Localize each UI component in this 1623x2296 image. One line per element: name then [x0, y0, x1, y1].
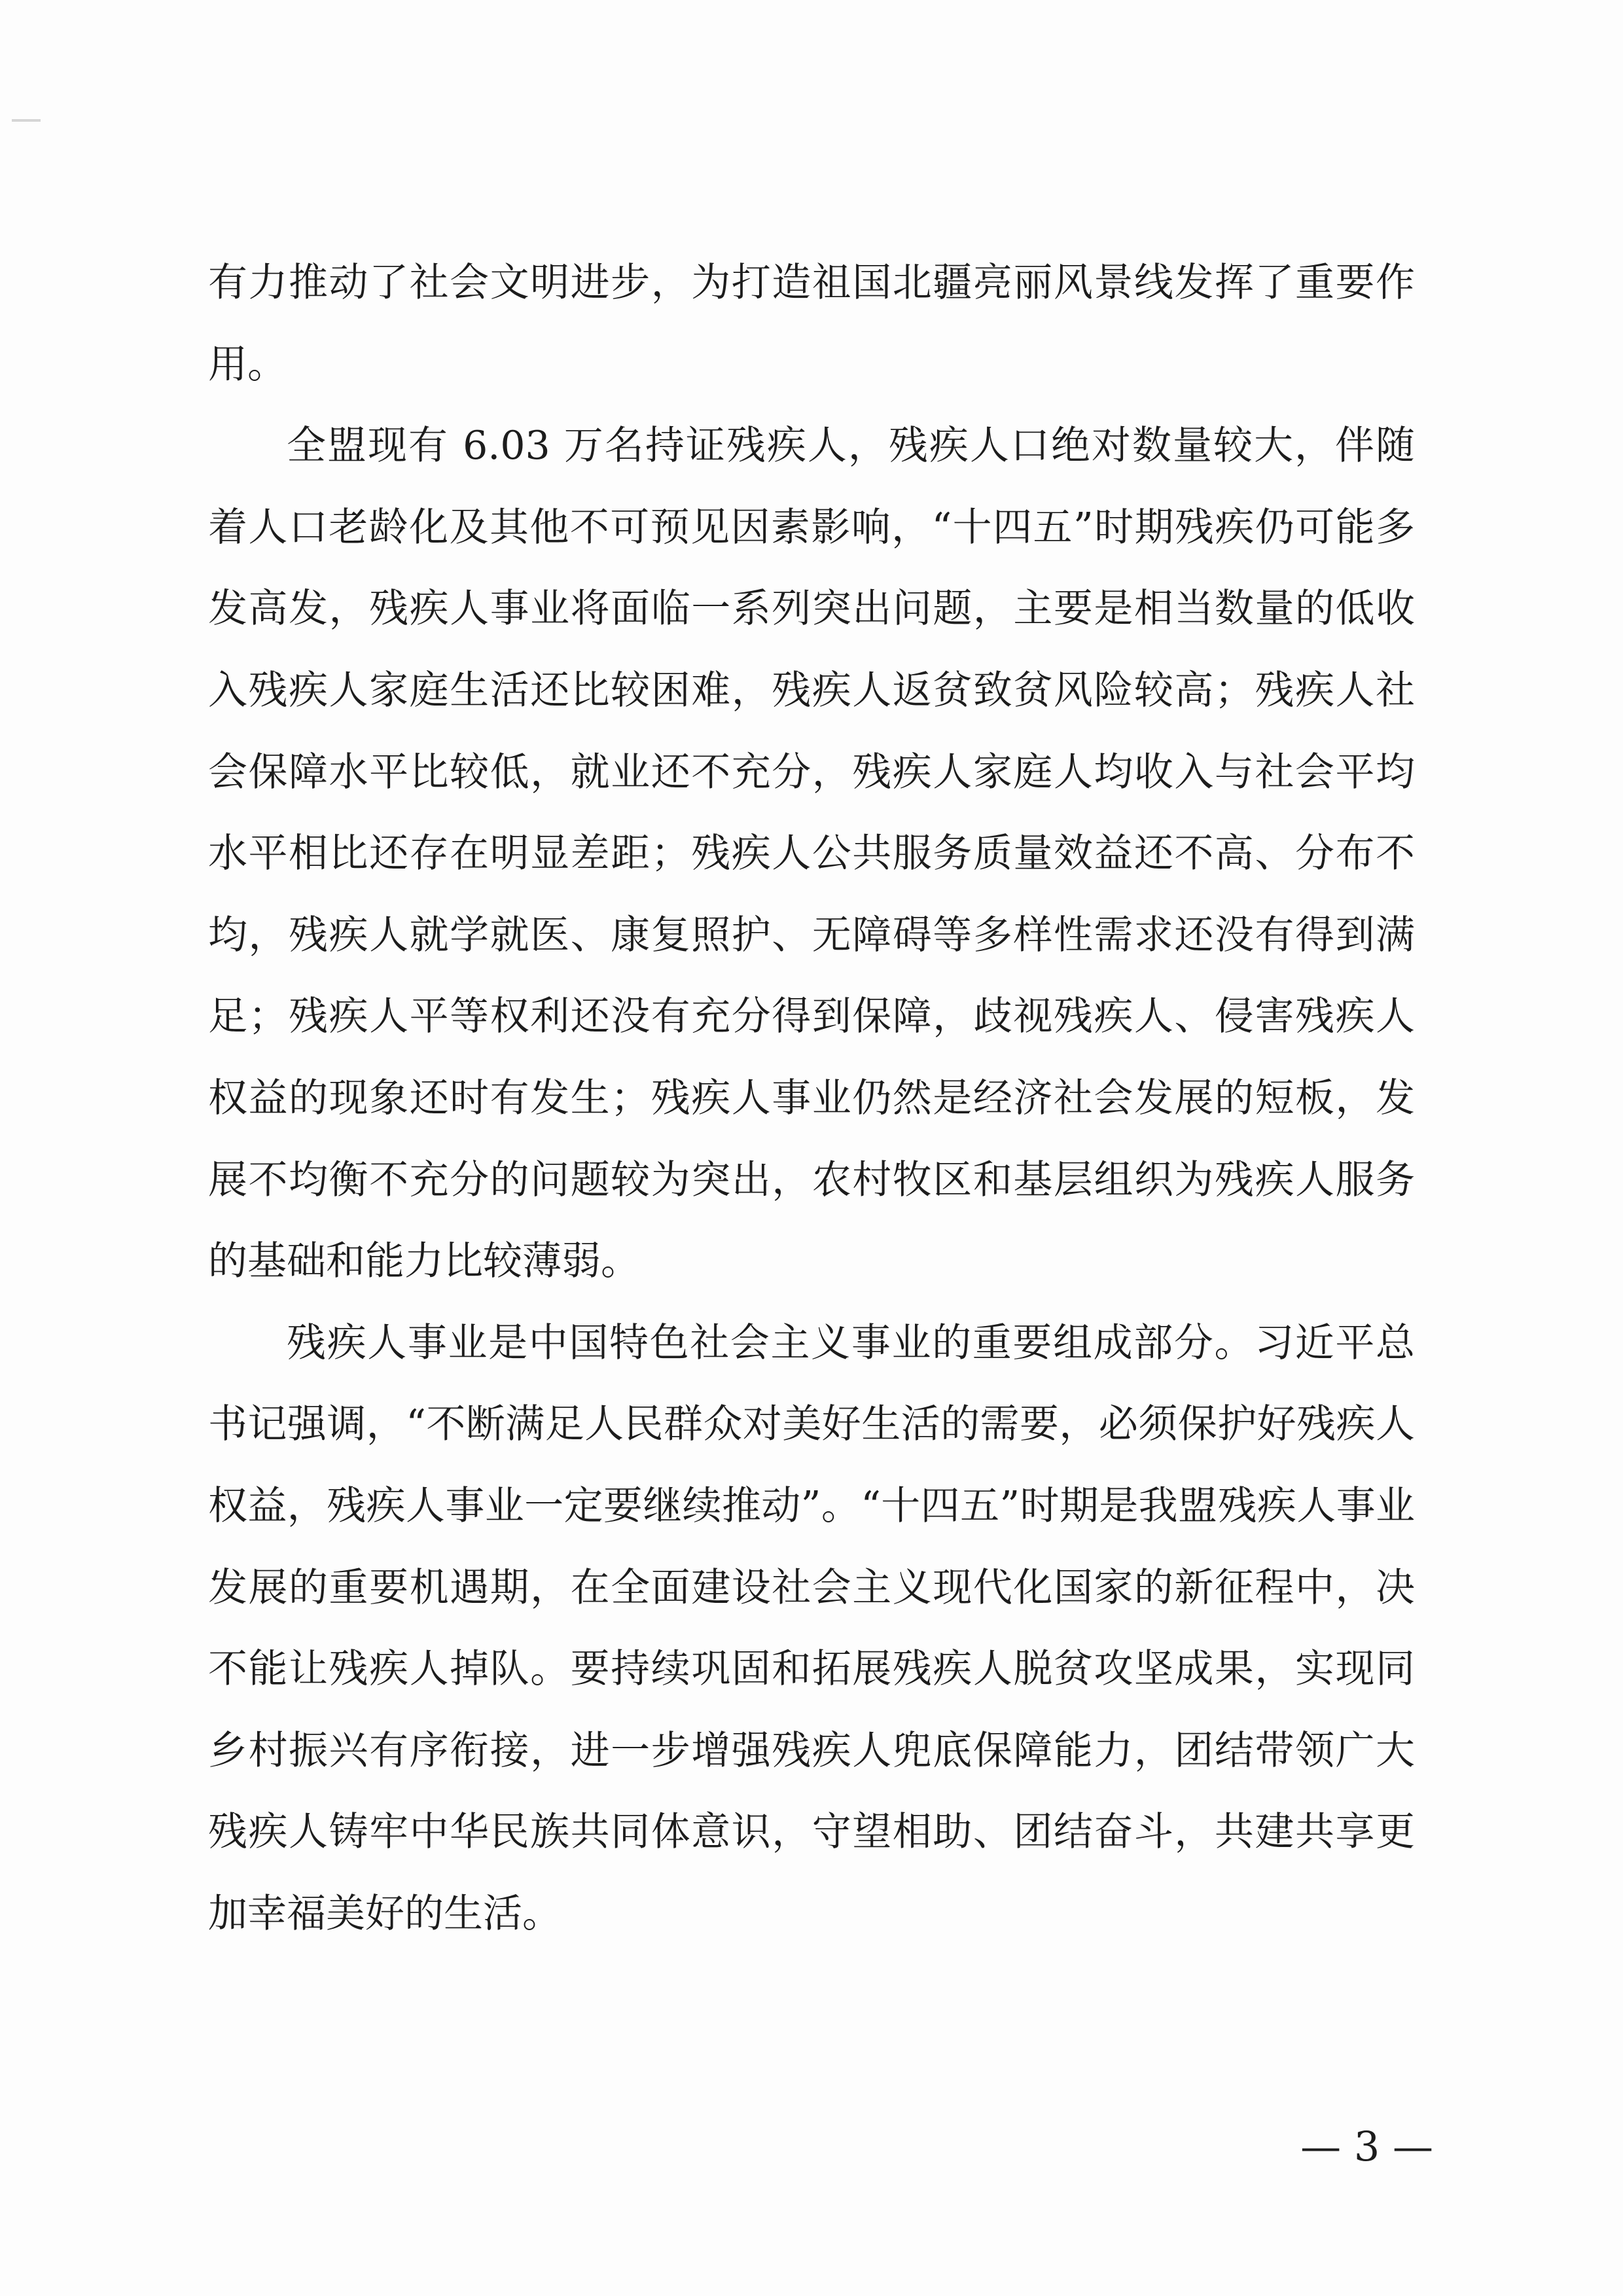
body-text — [208, 242, 1415, 1954]
paragraph-continuation: 有力推动了社会文明进步，为打造祖国北疆亮丽风景线发挥了重要作用。 — [208, 260, 1415, 387]
paragraph-disabled-population: 全盟现有 6.03 万名持证残疾人，残疾人口绝对数量较大，伴随着人口老龄化及其他不可预见因素影响，“十四五”时期残疾仍可能多发高发，残疾人事业将面临一系列突出问题，主要是相当数量的低收入残疾人家庭生活还比较困难，残疾人返贫致贫风险较高；残疾人社会保障水平比较低，就业还不充分，残疾人家庭人均收入与社会平均水平相比还存在明显差距；残疾人公共服务质量效益还不高、分布不均，残疾人就学就医、康复照护、无障碍等多样性需求还没有得到满足；残疾人平等权利还没有充分得到保障，歧视残疾人、侵害残疾人权益的现象还时有发生；残疾人事业仍然是经济社会发展的短板，发展不均衡不充分的问题较为突出，农村牧区和基层组织为残疾人服务的基础和能力比较薄弱。 — [208, 423, 1415, 1285]
page-number: — 3 — — [1300, 2123, 1433, 2170]
scan-artifact — [12, 119, 41, 122]
paragraph-disabled-cause: 残疾人事业是中国特色社会主义事业的重要组成部分。习近平总书记强调，“不断满足人民群众对美好生活的需要，必须保护好残疾人权益，残疾人事业一定要继续推动”。“十四五”时期是我盟残疾人事业发展的重要机遇期，在全面建设社会主义现代化国家的新征程中，决不能让残疾人掉队。要持续巩固和拓展残疾人脱贫攻坚成果，实现同乡村振兴有序衔接，进一步增强残疾人兜底保障能力，团结带领广大残疾人铸牢中华民族共同体意识，守望相助、团结奋斗，共建共享更加幸福美好的生活。 — [208, 1319, 1415, 1937]
